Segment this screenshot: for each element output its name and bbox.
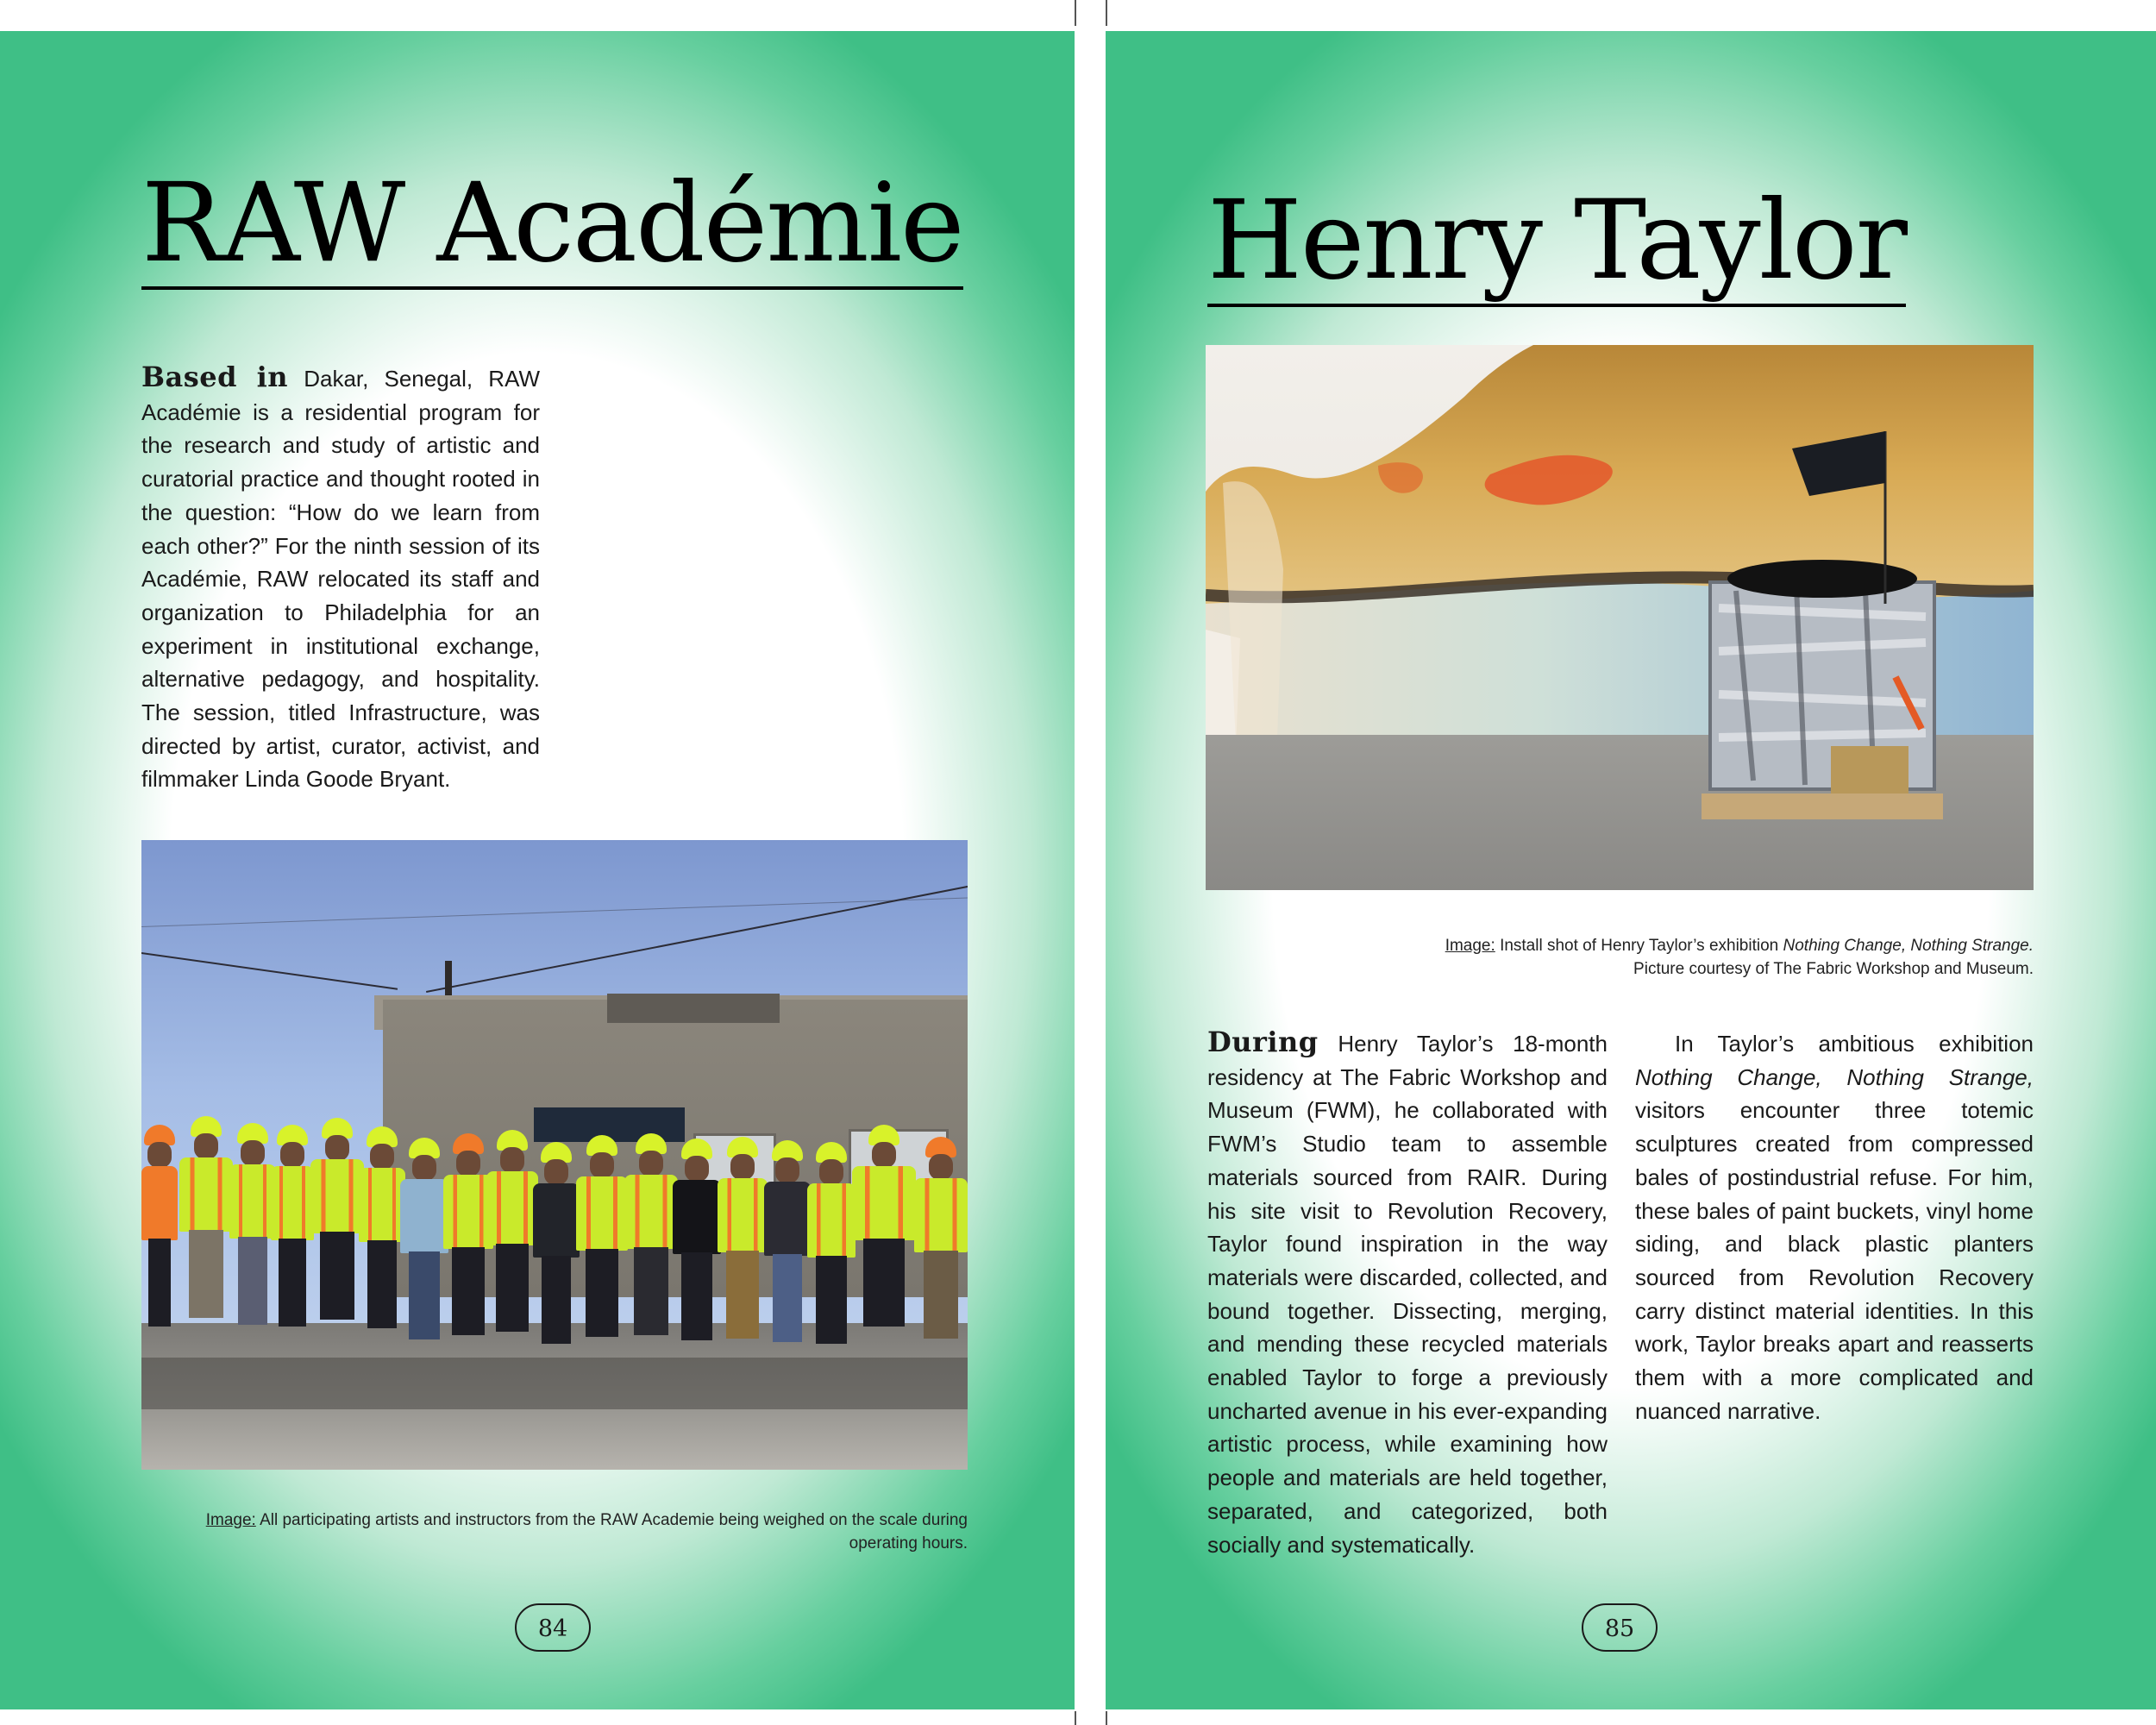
group-photo [141,840,968,1470]
caption-label: Image: [205,1511,256,1529]
photo-caption [141,1509,968,1555]
lead-word: Based in [141,361,289,393]
crop-mark [1075,0,1076,26]
page-number: 85 [1582,1603,1658,1652]
caption-label: Image: [1445,937,1495,955]
crop-mark [1106,0,1107,26]
caption-title-italic: Nothing Change, Nothing Strange. [1783,937,2034,955]
page-title: Henry Taylor [1207,186,1906,307]
column-1-paragraph [1207,1026,1608,1561]
intro-paragraph [141,361,540,796]
photo-caption [1206,934,2034,981]
intro-text: Dakar, Senegal, RAW Académie is a residential program for the research and study of artistic and curatorial practice and thought rooted in the question: “How do we learn from each other?” For the ninth session of its Académie, RAW relocated its staff and organization to Philadelphia for an experiment in institutional exchange, alternative pedagogy, and hospitality. The session, titled Infrastructure, was directed by artist, curator, activist, and filmmaker Linda Goode Bryant. [141,366,540,793]
lead-word: During [1207,1026,1319,1058]
crop-mark [1075,1711,1076,1725]
page-title: RAW Académie [141,169,963,290]
column-2-title-italic: Nothing Change, Nothing Strange, [1635,1063,2034,1090]
left-page [0,31,1075,1709]
crop-mark [1106,1711,1107,1725]
column-2-text: visitors encounter three totemic sculptures created from compressed bales of postindustrial refuse. For him, these bales of paint buckets, vinyl home siding, and black plastic planters sourced from Revolution Recovery carry distinct material identities. In this work, Taylor breaks apart and reasserts them with a more complicated and nuanced narrative. [1635,1097,2034,1424]
column-2-paragraph [1635,1027,2034,1427]
installation-photo [1206,345,2034,890]
column-1-text: Henry Taylor’s 18-month residency at The Fabric Workshop and Museum (FWM), he collaborated with FWM’s Studio team to assemble materials sourced from RAIR. During his site visit to Revolution Recovery, Taylor found inspiration in the way materials were discarded, collected, and bound together. Dissecting, merging, and mending these recycled materials enabled Taylor to forge a previously uncharted avenue in his ever-expanding artistic process, while examining how people and materials are held together, separated, and categorized, both socially and systematically. [1207,1031,1608,1558]
caption-text: All participating artists and instructors from the RAW Academie being weighed on the scale during operating hours. [260,1511,968,1552]
caption-text-2: Picture courtesy of The Fabric Workshop and Museum. [1633,960,2034,978]
right-page [1106,31,2156,1709]
column-2-intro: In Taylor’s ambitious exhibition [1675,1031,2034,1057]
page-number: 84 [515,1603,591,1652]
caption-text-1: Install shot of Henry Taylor’s exhibition [1500,937,1779,955]
